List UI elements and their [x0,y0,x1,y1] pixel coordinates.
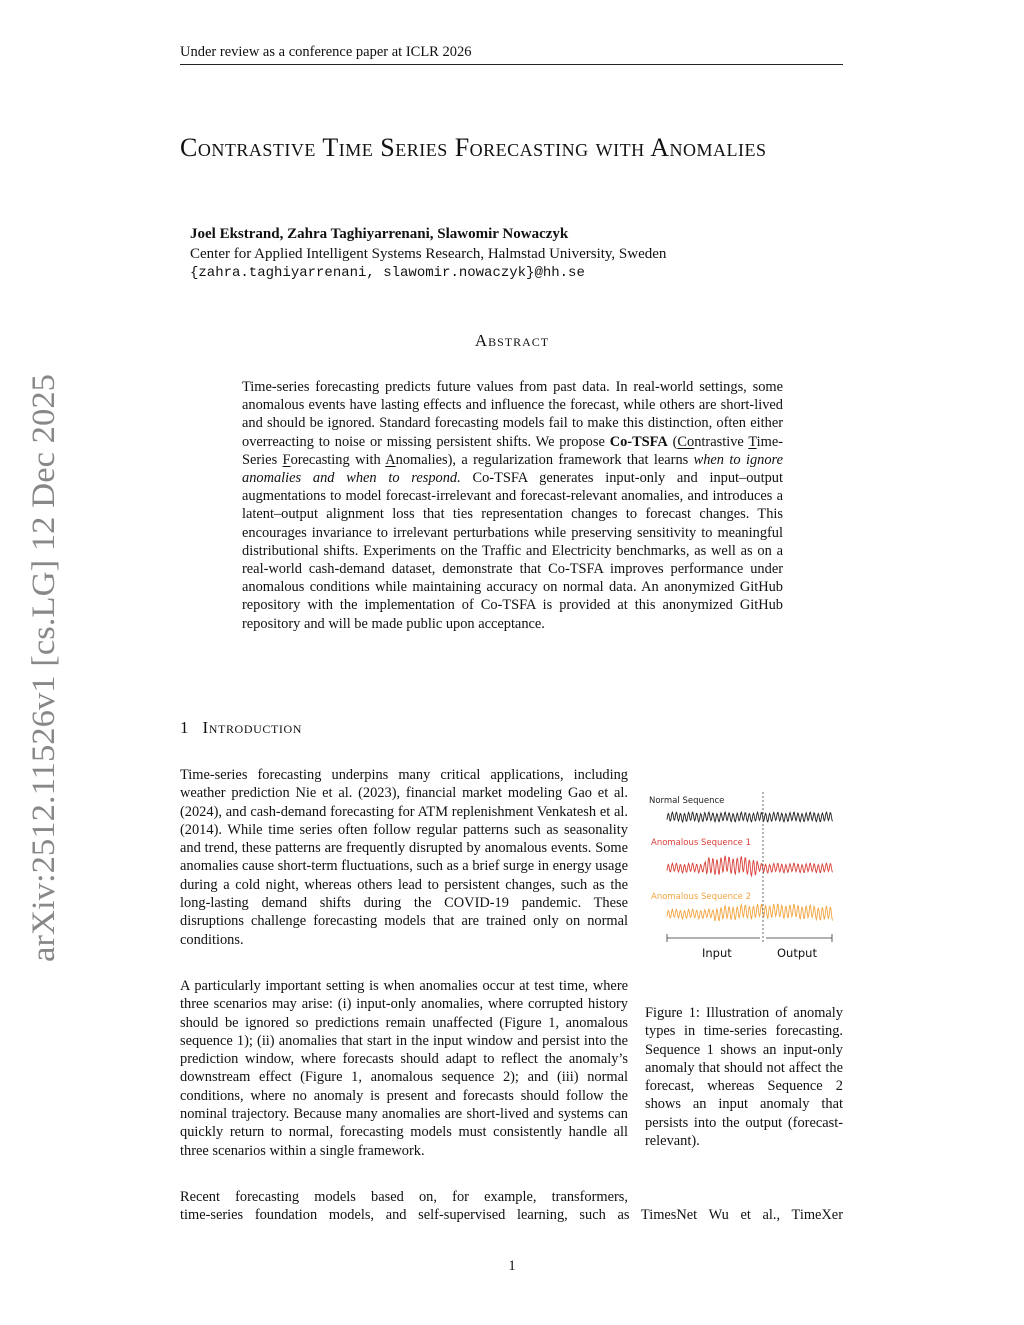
author-emails: {zahra.taghiyarrenani, slawomir.nowaczyk}@hh.se [190,265,585,281]
arxiv-stamp [16,372,66,962]
intro-paragraph-1: Time-series forecasting underpins many critical applications, including weather prediction Nie et al. (2023), financial market modeling Gao et al. (2024), and cash-demand forecasting for ATM replenishment Venkatesh et al. (2014). While time series often follow regular patterns such as seasonality and trend, these patterns are frequently disrupted by anomalous events. Some anomalies cause short-term fluctuations, such as a brief surge in energy usage during a cold night, whereas others lead to persistent changes, such as the long-lasting demand shifts during the COVID-19 pandemic. These disruptions challenge forecasting models that are trained only on normal conditions. [180,767,628,948]
abstract-text-2: Co-TSFA generates input-only and input–output augmentations to model forecast-irrelevant and forecast-relevant anomalies, and introduces a latent–output alignment loss that ties representation changes to forecast changes. This encourages invariance to irrelevant perturbations while preserving sensitivity to meaningful distributional shifts. Experiments on the Traffic and Electricity benchmarks, as well as on a real-world cash-demand dataset, demonstrate that Co-TSFA improves performance under anomalous conditions while maintaining accuracy on normal data. An anonymized GitHub repository with the implementation of Co-TSFA is provided at this anonymized GitHub repository and will be made public upon acceptance. [242,470,783,632]
acronym-f-rest: orecasting with [290,451,386,468]
anomalous-sequence-2-wave [667,904,833,921]
authors: Joel Ekstrand, Zahra Taghiyarrenani, Slawomir Nowaczyk [190,226,569,242]
affiliation: Center for Applied Intelligent Systems Research, Halmstad University, Sweden [190,246,667,262]
figure-1 [645,788,845,968]
acronym-open: ( [667,433,678,450]
intro-paragraph-3-line-1: Recent forecasting models based on, for example, transformers, [180,1189,628,1205]
section-heading [180,718,302,738]
acronym-f: F [282,451,291,468]
page-number: 1 [508,1258,516,1274]
label-anomalous-sequence-2: Anomalous Sequence 2 [651,892,752,902]
abstract-italic-phrase: when to ignore anomalies and when to respond. [242,451,783,487]
intro-paragraph-3 [180,1188,843,1225]
acronym-t: T [748,433,757,450]
acronym-a: A [385,451,396,468]
method-name: Co-TSFA [609,433,668,450]
label-output: Output [777,946,817,960]
normal-sequence-wave [667,812,833,822]
intro-paragraph-3-line-2: time-series foundation models, and self-supervised learning, such as TimesNet Wu et al., TimeXer [180,1207,843,1224]
acronym-c-rest: ntrastive [694,433,749,450]
abstract-heading: Abstract [474,331,550,350]
label-anomalous-sequence-1: Anomalous Sequence 1 [651,838,752,848]
figure-1-caption: Figure 1: Illustration of anomaly types in time-series forecasting. Sequence 1 shows an input-only anomaly that should not affect the forecast, whereas Sequence 2 shows an input anomaly that persists into the output (forecast-relevant). [645,1005,843,1150]
acronym-c: Co [677,433,695,450]
running-header: Under review as a conference paper at ICLR 2026 [180,44,472,60]
header-rule [180,64,843,65]
anomalous-sequence-1-wave [667,856,833,876]
paper-title: Contrastive Time Series Forecasting with Anomalies [180,133,767,162]
acronym-t-rest: ime-Series [242,433,784,468]
label-input: Input [702,946,732,960]
abstract-body [242,378,783,633]
abstract-text-1: Time-series forecasting predicts future values from past data. In real-world settings, some anomalous events have lasting effects and influence the forecast, while others are short-lived and should be ignored. Standard forecasting models fail to make this distinction, often either overreacting to noise or missing persistent shifts. We propose [242,379,783,450]
acronym-a-rest: nomalies), a regularization framework that learns [395,451,694,468]
section-title: Introduction [202,718,303,737]
label-normal-sequence: Normal Sequence [649,796,725,806]
arxiv-stamp-text: arXiv:2512.11526v1 [cs.LG] 12 Dec 2025 [26,402,62,962]
intro-paragraph-2: A particularly important setting is when anomalies occur at test time, where three scenarios may arise: (i) input-only anomalies, where corrupted history should be ignored so predictions remain unaffected (Figure 1, anomalous sequence 1); (ii) anomalies that start in the input window and persist into the prediction window, where forecasts should adapt to reflect the anomaly’s downstream effect (Figure 1, anomalous sequence 2); and (iii) normal conditions, where no anomaly is present and forecasts should follow the nominal trajectory. Because many anomalies are short-lived and systems can quickly return to normal, forecasting models must consistently handle all three scenarios within a single framework. [180,978,628,1159]
section-number: 1 [180,718,189,737]
